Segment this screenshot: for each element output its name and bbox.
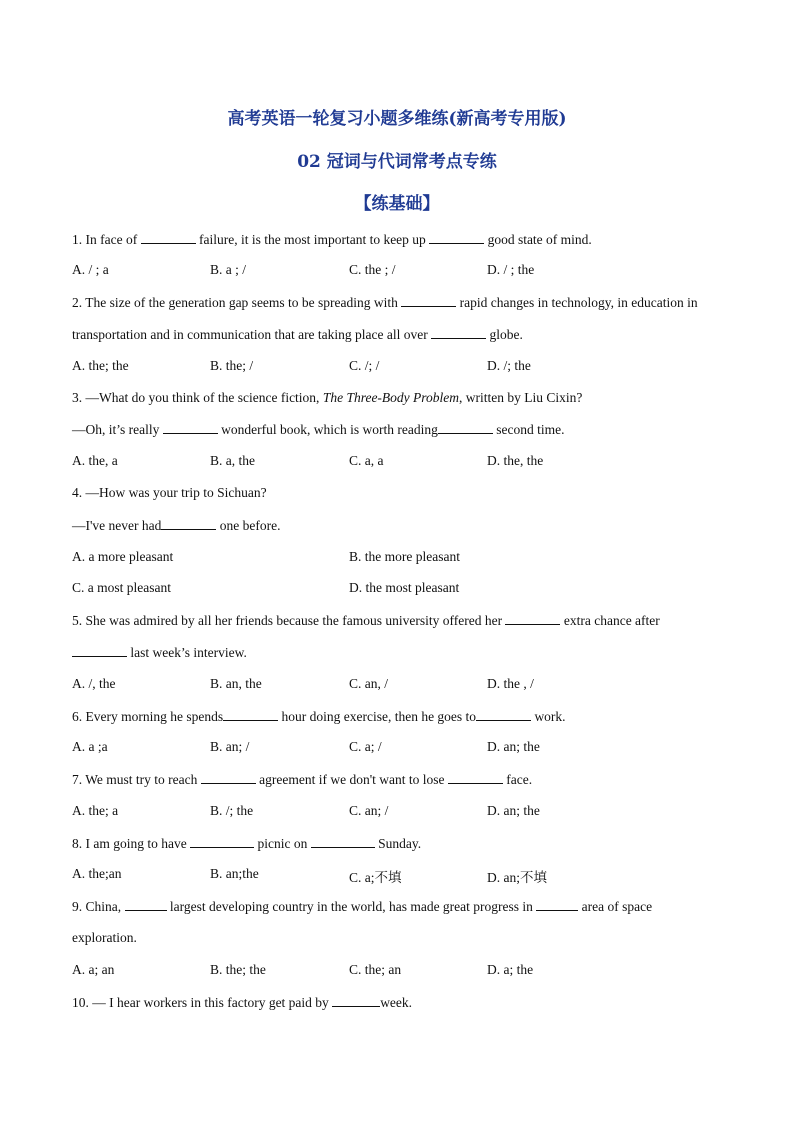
option-a: A. /, the — [72, 676, 116, 691]
question-text: Sunday. — [374, 836, 422, 851]
answer-blank — [72, 644, 127, 657]
option-a: A. the, a — [72, 453, 118, 468]
option-d: D. an; the — [487, 803, 540, 818]
answer-blank — [311, 835, 375, 848]
option-c: C. a, a — [349, 453, 384, 468]
question-text: 9. China, — [72, 899, 125, 914]
question-text: picnic on — [254, 836, 311, 851]
book-title: The Three-Body Problem — [322, 390, 460, 405]
option-a: A. a; an — [72, 962, 115, 977]
option-b: B. the; / — [210, 358, 254, 373]
question-9 — [72, 898, 652, 915]
answer-blank — [505, 612, 560, 625]
option-c: C. a; / — [349, 739, 382, 754]
option-c: C. an, / — [349, 676, 388, 691]
question-9-cont: exploration. — [72, 930, 137, 945]
question-3-reply — [72, 421, 564, 438]
answer-blank — [141, 231, 196, 244]
answer-blank — [448, 771, 503, 784]
option-c: C. /; / — [349, 358, 380, 373]
answer-blank — [401, 294, 456, 307]
option-b: B. an, the — [210, 676, 262, 691]
question-text: largest developing country in the world, has made great progress in — [166, 899, 537, 914]
question-text: failure, it is the most important to keep up — [195, 232, 430, 247]
question-6 — [72, 708, 566, 725]
question-text: rapid changes in technology, in education in — [456, 295, 698, 310]
option-b: B. an;the — [210, 866, 259, 881]
option-a: A. a more pleasant — [72, 549, 174, 564]
question-5-cont — [72, 644, 247, 661]
question-text: 7. We must try to reach — [72, 772, 201, 787]
answer-blank — [190, 835, 254, 848]
option-d: D. an; the — [487, 739, 540, 754]
question-text: , written by Liu Cixin? — [459, 390, 583, 405]
option-d: D. a; the — [487, 962, 534, 977]
question-text: work. — [531, 709, 566, 724]
answer-blank — [125, 898, 167, 911]
answer-blank — [332, 994, 380, 1007]
question-text: 8. I am going to have — [72, 836, 191, 851]
question-5 — [72, 612, 660, 629]
question-text: 5. She was admired by all her friends because the famous university offered her — [72, 613, 506, 628]
option-c: C. a most pleasant — [72, 580, 171, 595]
option-b: B. the more pleasant — [349, 549, 460, 564]
option-d: D. the , / — [487, 676, 534, 691]
question-1 — [72, 231, 592, 248]
answer-blank — [163, 421, 218, 434]
question-3 — [72, 390, 582, 406]
question-text: hour doing exercise, then he goes to — [278, 709, 477, 724]
question-text: good state of mind. — [484, 232, 592, 247]
option-b: B. /; the — [210, 803, 254, 818]
question-text: 3. —What do you think of the science fiction, — [72, 390, 323, 405]
question-10 — [72, 994, 412, 1011]
answer-blank — [438, 421, 493, 434]
question-text: 6. Every morning he spends — [72, 709, 224, 724]
question-text: 10. — I hear workers in this factory get paid by — [72, 995, 333, 1010]
question-text: last week’s interview. — [127, 645, 247, 660]
answer-blank — [429, 231, 484, 244]
question-4: 4. —How was your trip to Sichuan? — [72, 485, 267, 500]
question-text: —I've never had — [72, 518, 162, 533]
option-a: A. the;an — [72, 866, 122, 881]
option-c: C. the ; / — [349, 262, 396, 277]
option-a: A. / ; a — [72, 262, 109, 277]
option-d: D. the, the — [487, 453, 544, 468]
question-4-reply — [72, 517, 281, 534]
section-heading: 【练基础】 — [354, 194, 440, 214]
question-text: transportation and in communication that are taking place all over — [72, 327, 432, 342]
question-text: wonderful book, which is worth reading — [217, 422, 438, 437]
option-d: D. the most pleasant — [349, 580, 460, 595]
question-text: —Oh, it’s really — [72, 422, 163, 437]
answer-blank — [223, 708, 278, 721]
question-text: one before. — [216, 518, 281, 533]
question-text: week. — [380, 995, 413, 1010]
option-a: A. a ;a — [72, 739, 108, 754]
option-b: B. the; the — [210, 962, 266, 977]
answer-blank — [476, 708, 531, 721]
option-a: A. the; the — [72, 358, 129, 373]
document-subtitle: 02 冠词与代词常考点专练 — [297, 152, 497, 172]
document-title: 高考英语一轮复习小题多维练(新高考专用版) — [227, 109, 567, 129]
answer-blank — [201, 771, 256, 784]
question-text: 2. The size of the generation gap seems to be spreading with — [72, 295, 402, 310]
question-8 — [72, 835, 421, 852]
option-c: C. an; / — [349, 803, 389, 818]
option-b: B. a, the — [210, 453, 255, 468]
question-text: globe. — [486, 327, 523, 342]
question-2-cont — [72, 326, 523, 343]
question-text: second time. — [492, 422, 565, 437]
question-2 — [72, 294, 698, 311]
option-a: A. the; a — [72, 803, 119, 818]
question-text: area of space — [578, 899, 653, 914]
option-b: B. a ; / — [210, 262, 246, 277]
answer-blank — [431, 326, 486, 339]
question-7 — [72, 771, 532, 788]
option-d: D. /; the — [487, 358, 531, 373]
question-text: agreement if we don't want to lose — [255, 772, 448, 787]
question-text: extra chance after — [560, 613, 660, 628]
question-text: face. — [502, 772, 533, 787]
option-b: B. an; / — [210, 739, 250, 754]
answer-blank — [161, 517, 216, 530]
option-d: D. / ; the — [487, 262, 535, 277]
question-text: 1. In face of — [72, 232, 141, 247]
option-c: C. a;不填 — [349, 870, 402, 885]
option-c: C. the; an — [349, 962, 402, 977]
option-d: D. an;不填 — [487, 870, 547, 885]
answer-blank — [536, 898, 578, 911]
